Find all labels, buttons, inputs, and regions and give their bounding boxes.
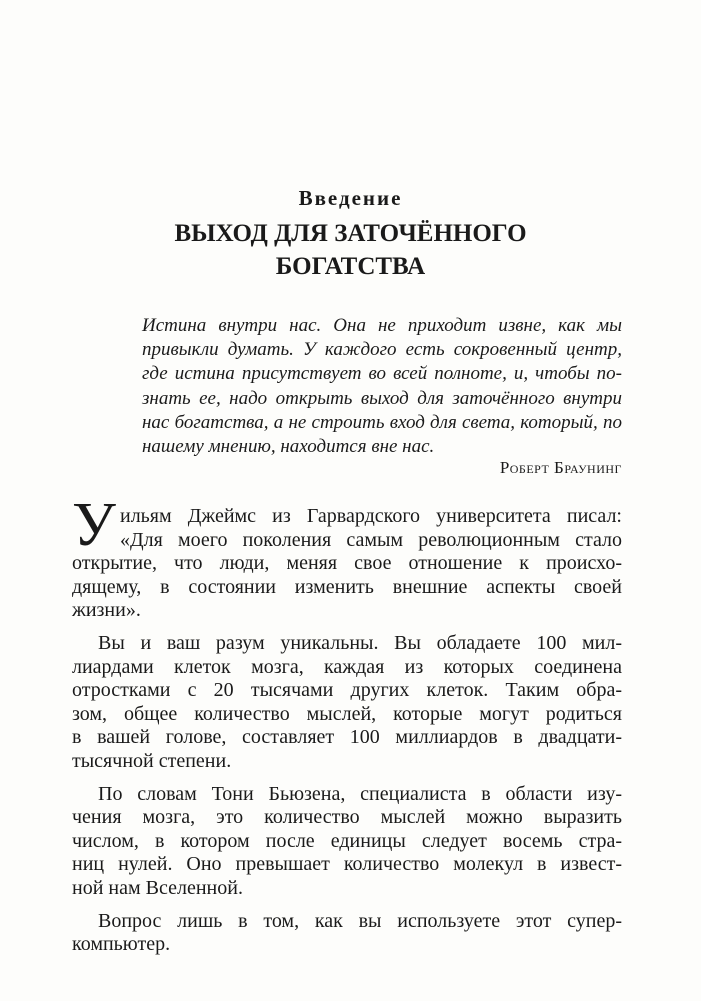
body-line: открытие, что люди, меняя свое отношение к происхо-: [72, 552, 622, 575]
body-line: ильям Джеймс из Гарвардского университета писал:: [120, 505, 622, 527]
epigraph-line: нашему мнению, находится вне нас.: [142, 435, 435, 457]
body-line: отростками с 20 тысячами других клеток. Таким обра-: [72, 679, 622, 702]
body-line: в вашей голове, составляет 100 миллиардов в двадцати-: [72, 726, 622, 749]
body-line: числом, в котором после единицы следует восемь стра-: [72, 829, 622, 852]
body-line: компьютер.: [72, 933, 171, 956]
body-line: По словам Тони Бьюзена, специалиста в области изу-: [98, 782, 622, 805]
epigraph-line: привыкли думать. У каждого есть сокровенный центр,: [142, 339, 622, 361]
body-line: дящему, в состоянии изменить внешние аспекты своей: [72, 575, 622, 598]
body-line: тысячной степени.: [72, 749, 232, 772]
drop-cap: У: [72, 491, 116, 559]
epigraph-line: нас богатства, а не строить вход для света, который, по: [142, 411, 622, 433]
chapter-label: Введение: [298, 186, 403, 210]
chapter-title-line: БОГАТСТВА: [275, 253, 426, 280]
body-line: зом, общее количество мыслей, которые могут родиться: [72, 702, 622, 725]
chapter-title-line: ВЫХОД ДЛЯ ЗАТОЧЁННОГО: [174, 220, 527, 247]
epigraph-line: знать ее, надо открыть выход для заточённого внутри: [142, 387, 622, 409]
body-line: лиардами клеток мозга, каждая из которых соединена: [72, 655, 622, 678]
chapter-title: [0, 217, 701, 283]
body-line: чения мозга, это количество мыслей можно выразить: [72, 806, 622, 829]
body-line: Вопрос лишь в том, как вы используете этот супер-: [98, 909, 622, 932]
epigraph-author: Роберт Браунинг: [499, 458, 622, 477]
body-line: жизни».: [72, 599, 141, 622]
epigraph-line: где истина присутствует во всей полноте, и, чтобы по-: [142, 363, 622, 385]
body-line: Вы и ваш разум уникальны. Вы обладаете 100 мил-: [98, 631, 622, 654]
body-line: «Для моего поколения самым революционным стало: [120, 528, 622, 551]
body-line: ниц нулей. Оно превышает количество молекул в извест-: [72, 853, 622, 876]
body-line: ной нам Вселенной.: [72, 876, 243, 899]
epigraph-line: Истина внутри нас. Она не приходит извне, как мы: [142, 315, 622, 336]
body-text: [72, 505, 622, 957]
epigraph: [142, 314, 622, 459]
